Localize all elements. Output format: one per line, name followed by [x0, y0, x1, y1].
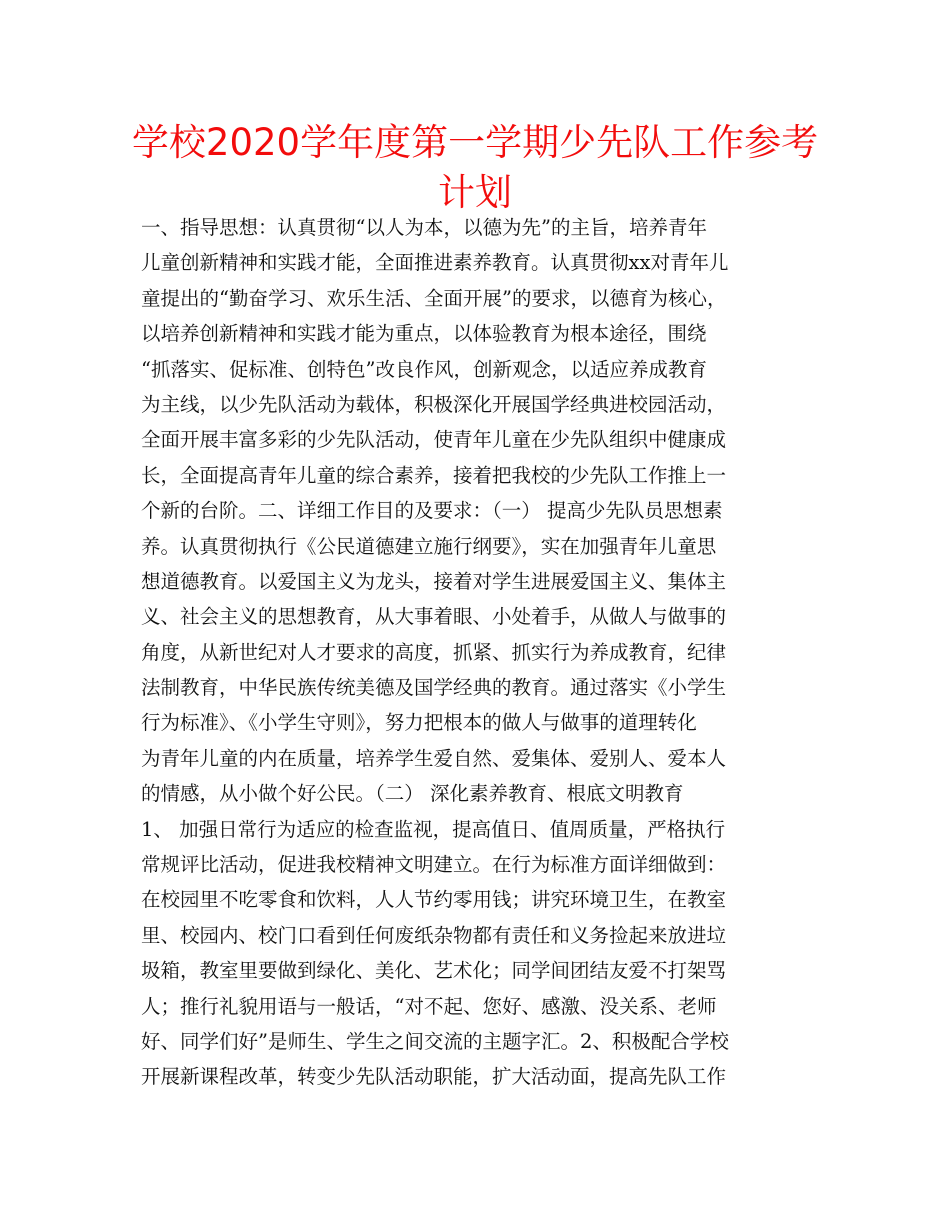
body-text-line: “抓落实、促标准、创特色”改良作风，创新观念，以适应养成教育: [141, 357, 707, 381]
body-text-line: 的情感，从小做个好公民。（二） 深化素养教育、根底文明教育: [141, 782, 684, 806]
body-text-line: 为主线，以少先队活动为载体，积极深化开展国学经典进校园活动，: [141, 392, 727, 416]
body-text-line: 圾箱，教室里要做到绿化、美化、艺术化；同学间团结友爱不打架骂: [141, 959, 727, 983]
body-text-line: 里、校园内、校门口看到任何废纸杂物都有责任和义务捡起来放进垃: [141, 923, 727, 947]
document-title: 学校2020学年度第一学期少先队工作参考计划: [131, 121, 819, 214]
body-text-line: 全面开展丰富多彩的少先队活动，使青年儿童在少先队组织中健康成: [141, 428, 727, 452]
body-text-line: 以培养创新精神和实践才能为重点，以体验教育为根本途径，围绕: [141, 322, 707, 346]
body-text-line: 法制教育，中华民族传统美德及国学经典的教育。通过落实《小学生: [141, 676, 727, 700]
body-text-line: 养。认真贯彻执行《公民道德建立施行纲要》，实在加强青年儿童思: [141, 534, 717, 558]
body-text-line: 开展新课程改革，转变少先队活动职能，扩大活动面，提高先队工作: [141, 1065, 727, 1089]
body-text-line: 长，全面提高青年儿童的综合素养，接着把我校的少先队工作推上一: [141, 463, 727, 487]
body-text-line: 个新的台阶。二、详细工作目的及要求：（一） 提高少先队员思想素: [141, 499, 723, 523]
body-text-line: 1、 加强日常行为适应的检查监视，提高值日、值周质量，严格执行: [141, 817, 726, 841]
body-text-line: 为青年儿童的内在质量，培养学生爱自然、爱集体、爱别人、爱本人: [141, 746, 727, 770]
body-text-line: 角度，从新世纪对人才要求的高度，抓紧、抓实行为养成教育，纪律: [141, 640, 727, 664]
body-text-line: 儿童创新精神和实践才能，全面推进素养教育。认真贯彻xx对青年儿: [141, 251, 729, 275]
body-text-line: 在校园里不吃零食和饮料，人人节约零用钱；讲究环境卫生，在教室: [141, 888, 727, 912]
body-text-line: 好、同学们好”是师生、学生之间交流的主题字汇。2、积极配合学校: [141, 1029, 729, 1053]
body-text-line: 童提出的“勤奋学习、欢乐生活、全面开展”的要求，以德育为核心，: [141, 286, 727, 310]
body-text-line: 一、指导思想：认真贯彻“以人为本，以德为先”的主旨，培养青年: [141, 216, 707, 239]
document-body: [141, 210, 821, 1095]
body-text-line: 义、社会主义的思想教育，从大事着眼、小处着手，从做人与做事的: [141, 605, 727, 629]
body-text-line: 人；推行礼貌用语与一般话，“对不起、您好、感激、没关系、老师: [141, 994, 717, 1018]
body-text-line: 常规评比活动，促进我校精神文明建立。在行为标准方面详细做到：: [141, 853, 727, 877]
body-text-line: 想道德教育。以爱国主义为龙头，接着对学生进展爱国主义、集体主: [141, 569, 727, 593]
body-text-line: 行为标准》、《小学生守则》，努力把根本的做人与做事的道理转化: [141, 711, 697, 735]
